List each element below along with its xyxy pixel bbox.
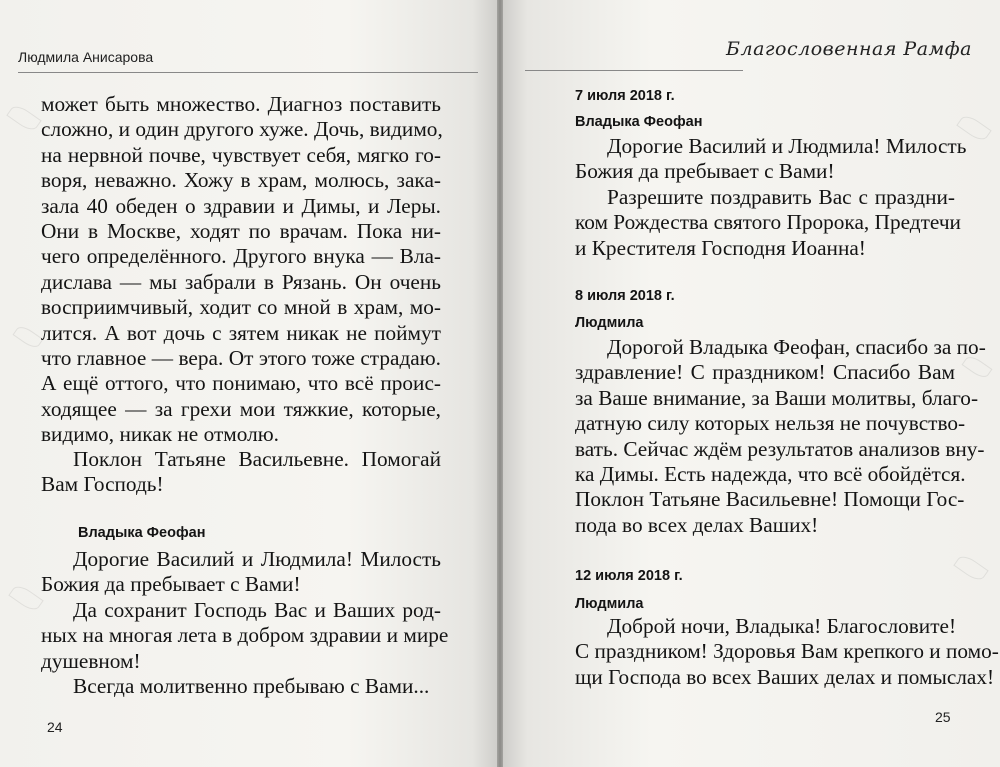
text-line: видимо, никак не отмолю. — [41, 422, 279, 447]
text-line: С праздником! Здоровья Вам крепкого и помо- — [575, 639, 999, 664]
text-line: Да сохранит Господь Вас и Ваших род- — [73, 597, 441, 622]
text-line: Дорогие Василий и Людмила! Милость — [73, 547, 441, 571]
text-line: датную силу которых нельзя не почувство- — [575, 411, 966, 436]
text-line: ка Димы. Есть надежда, что всё обойдётся. — [575, 462, 966, 487]
page-number: 24 — [47, 719, 63, 735]
text-line: здравление! С праздником! Спасибо Вам — [575, 360, 955, 385]
text-line: щи Господа во всех Ваших делах и помыслах! — [575, 664, 995, 689]
text-line: лится. А вот дочь с зятем никак не поймут — [41, 320, 441, 345]
entry-body — [575, 134, 967, 261]
text-line: зала 40 обеден о здравии и Димы, и Леры. — [41, 193, 441, 218]
text-line: Божия да пребывает с Вами! — [41, 572, 301, 597]
text-line: душевном! — [41, 648, 141, 673]
text-line: дислава — мы забрали в Рязань. Он очень — [41, 269, 441, 294]
entry-author: Владыка Феофан — [575, 114, 703, 130]
text-line: Поклон Татьяне Васильевне. Помогай — [73, 447, 441, 471]
text-line: Разрешите поздравить Вас с праздни- — [607, 184, 955, 209]
text-line: воря, неважно. Хожу в храм, молюсь, зака- — [41, 168, 441, 193]
text-line: за Ваше внимание, за Ваши молитвы, благо- — [575, 385, 979, 410]
decorative-leaf — [953, 552, 988, 583]
entry-body — [575, 335, 986, 538]
text-line: что главное — вера. От этого тоже страдаю. — [41, 346, 441, 371]
text-line: пода во всех делах Ваших! — [575, 512, 819, 537]
text-line: на нервной почве, чувствует себя, мягко го- — [41, 142, 441, 167]
letter-author-heading: Владыка Феофан — [78, 525, 206, 541]
running-head-author: Людмила Анисарова — [18, 49, 154, 65]
text-line: и Крестителя Господня Иоанна! — [575, 235, 866, 260]
left-page — [0, 0, 497, 767]
header-rule — [18, 72, 478, 73]
header-rule — [525, 70, 743, 71]
text-line: ком Рождества святого Пророка, Предтечи — [575, 210, 961, 235]
text-line: Они в Москве, ходят по врачам. Пока ни- — [41, 219, 441, 244]
text-line: А ещё оттого, что понимаю, что всё проис- — [41, 371, 441, 396]
decorative-leaf — [13, 323, 44, 351]
entry-author: Людмила — [575, 596, 644, 612]
text-line: восприимчивый, ходит со мной в храм, мо- — [41, 295, 441, 320]
page-number: 25 — [935, 709, 951, 725]
text-line: чего определённого. Другого внука — Вла- — [41, 244, 441, 269]
text-line: Божия да пребывает с Вами! — [575, 159, 835, 184]
entry-body — [575, 614, 999, 690]
text-line: Дорогие Василий и Людмила! Милость — [607, 134, 967, 158]
text-line: Вам Господь! — [41, 472, 164, 497]
text-line: вать. Сейчас ждём результатов анализов вну- — [575, 436, 985, 461]
decorative-leaf — [8, 582, 43, 613]
decorative-leaf — [6, 102, 41, 133]
paragraph-greeting — [41, 447, 441, 498]
right-page — [503, 0, 1000, 767]
text-line: сложно, и один другого хуже. Дочь, видимо, — [41, 117, 443, 142]
text-line: ходящее — за грехи мои тяжкие, которые, — [41, 396, 441, 421]
running-head-book-title: Благословенная Рамфа — [726, 38, 972, 60]
text-line: Поклон Татьяне Васильевне! Помощи Гос- — [575, 487, 965, 512]
text-line: может быть множество. Диагноз поставить — [41, 92, 441, 116]
entry-date: 12 июля 2018 г. — [575, 568, 683, 584]
text-line: Доброй ночи, Владыка! Благословите! — [607, 614, 957, 638]
entry-author: Людмила — [575, 315, 644, 331]
paragraph-continuation — [41, 92, 441, 448]
text-line: Дорогой Владыка Феофан, спасибо за по- — [607, 335, 986, 359]
entry-date: 7 июля 2018 г. — [575, 88, 675, 104]
text-line: ных на многая лета в добром здравии и мире — [41, 623, 449, 648]
text-line: Всегда молитвенно пребываю с Вами... — [73, 674, 430, 699]
entry-date: 8 июля 2018 г. — [575, 288, 675, 304]
letter-body — [41, 547, 449, 699]
